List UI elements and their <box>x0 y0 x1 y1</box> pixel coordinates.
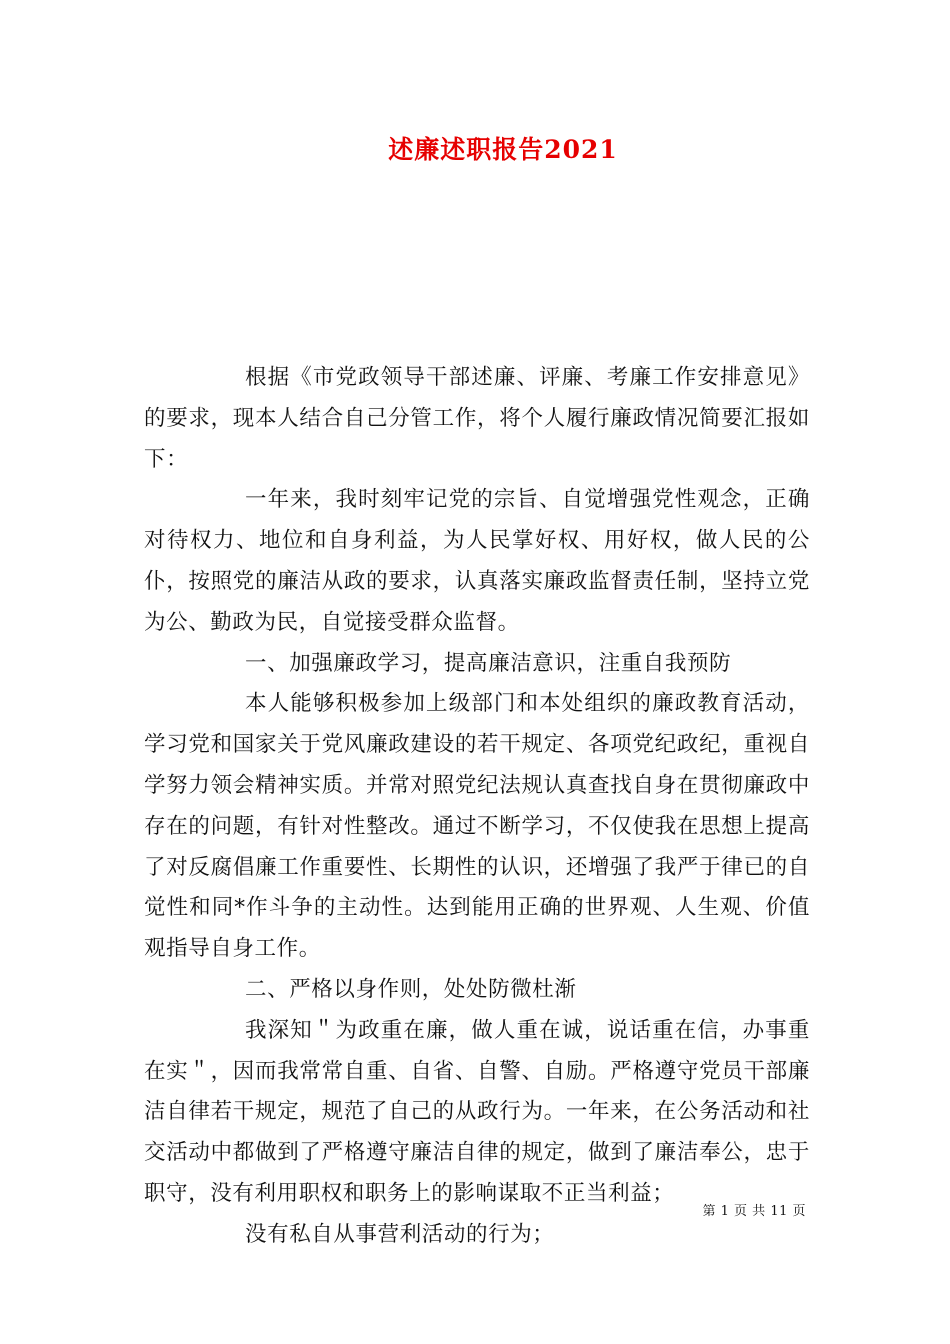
paragraph-intro: 根据《市党政领导干部述廉、评廉、考廉工作安排意见》的要求，现本人结合自己分管工作，将个人履行廉政情况简要汇报如下： <box>144 365 810 472</box>
paragraph-section-2: 我深知＂为政重在廉，做人重在诚，说话重在信，办事重在实＂，因而我常常自重、自省、自警、自励。严格遵守党员干部廉洁自律若干规定，规范了自己的从政行为。一年来，在公务活动和社交活动中都做到了严格遵守廉洁自律的规定，做到了廉洁奉公，忠于职守，没有利用职权和职务上的影响谋取不正当利益； <box>144 1017 810 1206</box>
paragraph-section-2-cont: 没有私自从事营利活动的行为； <box>245 1221 555 1247</box>
page-number-footer: 第 1 页 共 11 页 <box>702 1204 806 1219</box>
section-heading-1: 一、加强廉政学习，提高廉洁意识，注重自我预防 <box>245 650 732 676</box>
paragraph-summary: 一年来，我时刻牢记党的宗旨、自觉增强党性观念，正确对待权力、地位和自身利益，为人民掌好权、用好权，做人民的公仆，按照党的廉洁从政的要求，认真落实廉政监督责任制，坚持立党为公、勤政为民，自觉接受群众监督。 <box>144 487 810 635</box>
document-body <box>144 358 810 1256</box>
paragraph-section-1: 本人能够积极参加上级部门和本处组织的廉政教育活动，学习党和国家关于党风廉政建设的若干规定、各项党纪政纪，重视自学努力领会精神实质。并常对照党纪法规认真查找自身在贯彻廉政中存在的问题，有针对性整改。通过不断学习，不仅使我在思想上提高了对反腐倡廉工作重要性、长期性的认识，还增强了我严于律已的自觉性和同*作斗争的主动性。达到能用正确的世界观、人生观、价值观指导自身工作。 <box>144 691 810 962</box>
document-title: 述廉述职报告2021 <box>388 135 618 164</box>
section-heading-2: 二、严格以身作则，处处防微杜渐 <box>245 976 577 1002</box>
